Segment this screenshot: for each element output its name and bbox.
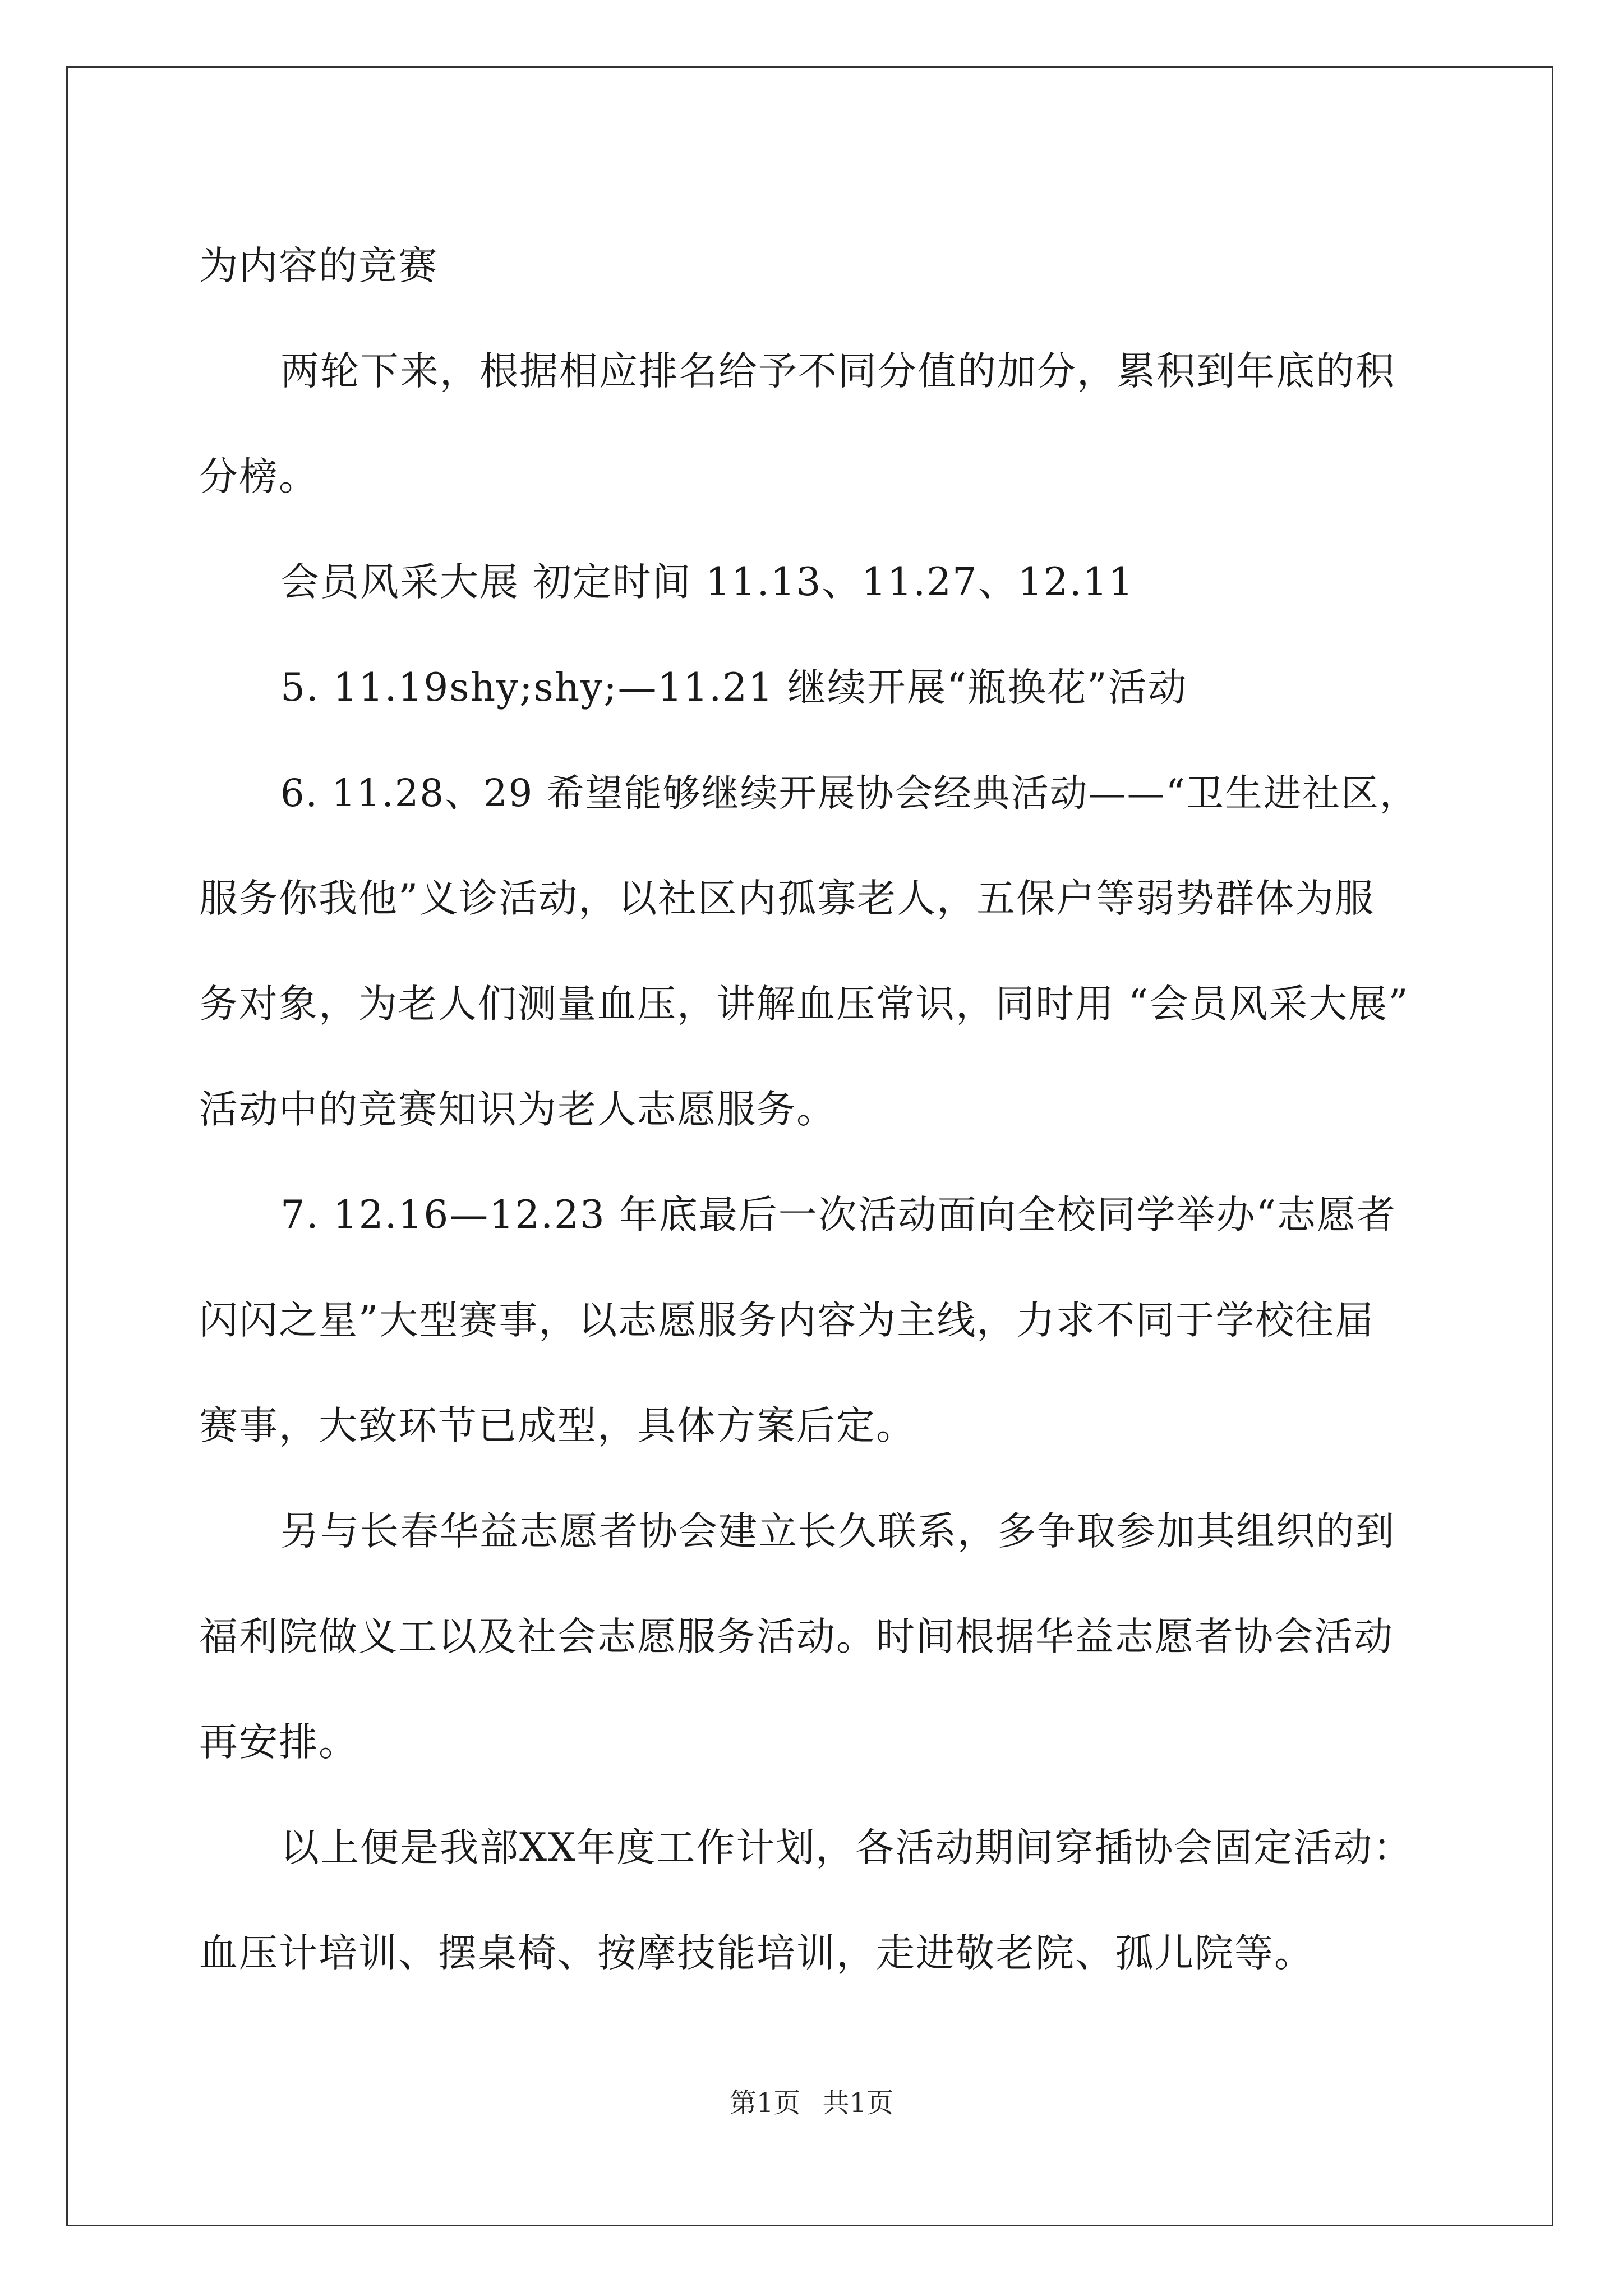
text-line-1: 为内容的竞赛	[199, 243, 438, 288]
text-line-16: 以上便是我部XX年度工作计划，各活动期间穿插协会固定活动：	[280, 1825, 1413, 1870]
text-line-12: 赛事，大致环节已成型，具体方案后定。	[199, 1404, 916, 1448]
text-line-14: 福利院做义工以及社会志愿服务活动。时间根据华益志愿者协会活动	[199, 1614, 1394, 1659]
text-line-11: 闪闪之星”大型赛事，以志愿服务内容为主线，力求不同于学校往届	[199, 1298, 1375, 1343]
text-line-17: 血压计培训、摆桌椅、按摩技能培训，走进敬老院、孤儿院等。	[199, 1931, 1314, 1976]
text-line-5: 5. 11.19shy;shy;—11.21 继续开展“瓶换花”活动	[280, 665, 1188, 710]
text-line-15: 再安排。	[199, 1720, 358, 1765]
text-line-3: 分榜。	[199, 454, 319, 499]
text-line-8: 务对象，为老人们测量血压，讲解血压常识，同时用 “会员风采大展”	[199, 982, 1409, 1027]
page-number-current: 第1页	[729, 2087, 801, 2119]
text-line-4: 会员风采大展 初定时间 11.13、11.27、12.11	[280, 560, 1135, 605]
text-line-9: 活动中的竞赛知识为老人志愿服务。	[199, 1087, 836, 1132]
page-footer	[0, 2081, 1623, 2120]
text-line-13: 另与长春华益志愿者协会建立长久联系，多争取参加其组织的到	[280, 1509, 1395, 1554]
page-number-total: 共1页	[822, 2087, 894, 2119]
text-line-10: 7. 12.16—12.23 年底最后一次活动面向全校同学举办“志愿者	[280, 1193, 1397, 1237]
text-line-7: 服务你我他”义诊活动，以社区内孤寡老人，五保户等弱势群体为服	[199, 876, 1375, 921]
text-line-6: 6. 11.28、29 希望能够继续开展协会经典活动——“卫生进社区，	[280, 771, 1418, 815]
text-line-2: 两轮下来，根据相应排名给予不同分值的加分，累积到年底的积	[280, 349, 1395, 394]
